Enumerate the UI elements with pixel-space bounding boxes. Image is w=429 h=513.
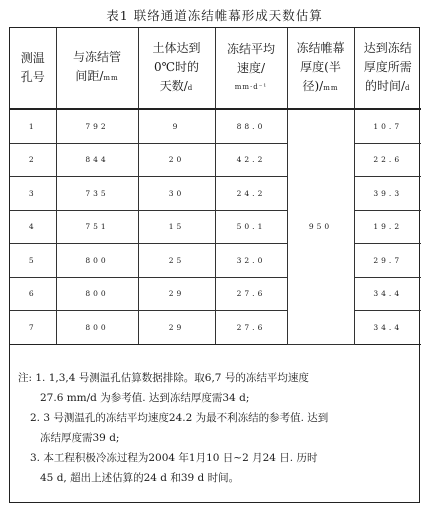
cell-time: 39.3 [354,177,421,211]
cell-distance: 751 [56,210,138,244]
header-distance: 与冻结管 间距/mm [56,28,138,109]
table-caption: 表1 联络通道冻结帷幕形成天数估算 [106,8,323,23]
cell-days-zero: 30 [138,177,215,211]
header-time: 达到冻结 厚度所需 的时间/d [354,28,421,109]
cell-time: 19.2 [354,210,421,244]
note-1-line-2: 27.6 mm/d 为参考值. 达到冻结厚度需34 d; [40,392,250,404]
table-row [10,311,421,345]
note-1-line-1: 注: 1. 1,3,4 号测温孔估算数据排除。取6,7 号的冻结平均速度 [18,372,309,384]
cell-speed: 42.2 [215,143,287,177]
cell-days-zero: 29 [138,311,215,345]
table-row [10,143,421,177]
header-days-zero: 土体达到 0℃时的 天数/d [138,28,215,109]
cell-speed: 88.0 [215,109,287,143]
header-thickness: 冻结帷幕 厚度(半 径)/mm [287,28,354,109]
cell-hole: 4 [10,210,56,244]
cell-time: 22.6 [354,143,421,177]
cell-hole: 3 [10,177,56,211]
cell-speed: 24.2 [215,177,287,211]
cell-time: 29.7 [354,244,421,278]
cell-speed: 50.1 [215,210,287,244]
cell-hole: 7 [10,311,56,345]
cell-speed: 27.6 [215,277,287,311]
cell-days-zero: 15 [138,210,215,244]
cell-distance: 800 [56,244,138,278]
table-row [10,109,421,143]
table-frame [9,27,420,503]
cell-distance: 735 [56,177,138,211]
note-3-line-1: 3. 本工程积极冷冻过程为2004 年1月10 日~2 月24 日. 历时 [30,452,318,464]
cell-distance: 800 [56,277,138,311]
note-2-line-2: 冻结厚度需39 d; [40,432,120,444]
note-2-line-1: 2. 3 号测温孔的冻结平均速度24.2 为最不利冻结的参考值. 达到 [30,412,329,424]
cell-distance: 844 [56,143,138,177]
cell-time: 10.7 [354,109,421,143]
cell-speed: 32.0 [215,244,287,278]
table-row [10,210,421,244]
table-row [10,277,421,311]
header-speed: 冻结平均 速度/ mm·d⁻¹ [215,28,287,109]
cell-days-zero: 25 [138,244,215,278]
header-hole: 测温 孔号 [10,28,56,109]
cell-days-zero: 9 [138,109,215,143]
table-row [10,244,421,278]
cell-distance: 792 [56,109,138,143]
cell-hole: 2 [10,143,56,177]
cell-time: 34.4 [354,311,421,345]
freeze-curtain-table [10,28,421,345]
cell-speed: 27.6 [215,311,287,345]
cell-hole: 5 [10,244,56,278]
cell-days-zero: 20 [138,143,215,177]
table-row [10,177,421,211]
cell-hole: 6 [10,277,56,311]
cell-days-zero: 29 [138,277,215,311]
cell-thickness-merged: 950 [287,109,354,344]
cell-hole: 1 [10,109,56,143]
cell-distance: 800 [56,311,138,345]
cell-time: 34.4 [354,277,421,311]
table-notes [18,368,413,488]
header-row [10,28,421,109]
note-3-line-2: 45 d, 超出上述估算的24 d 和39 d 时间。 [40,472,240,484]
